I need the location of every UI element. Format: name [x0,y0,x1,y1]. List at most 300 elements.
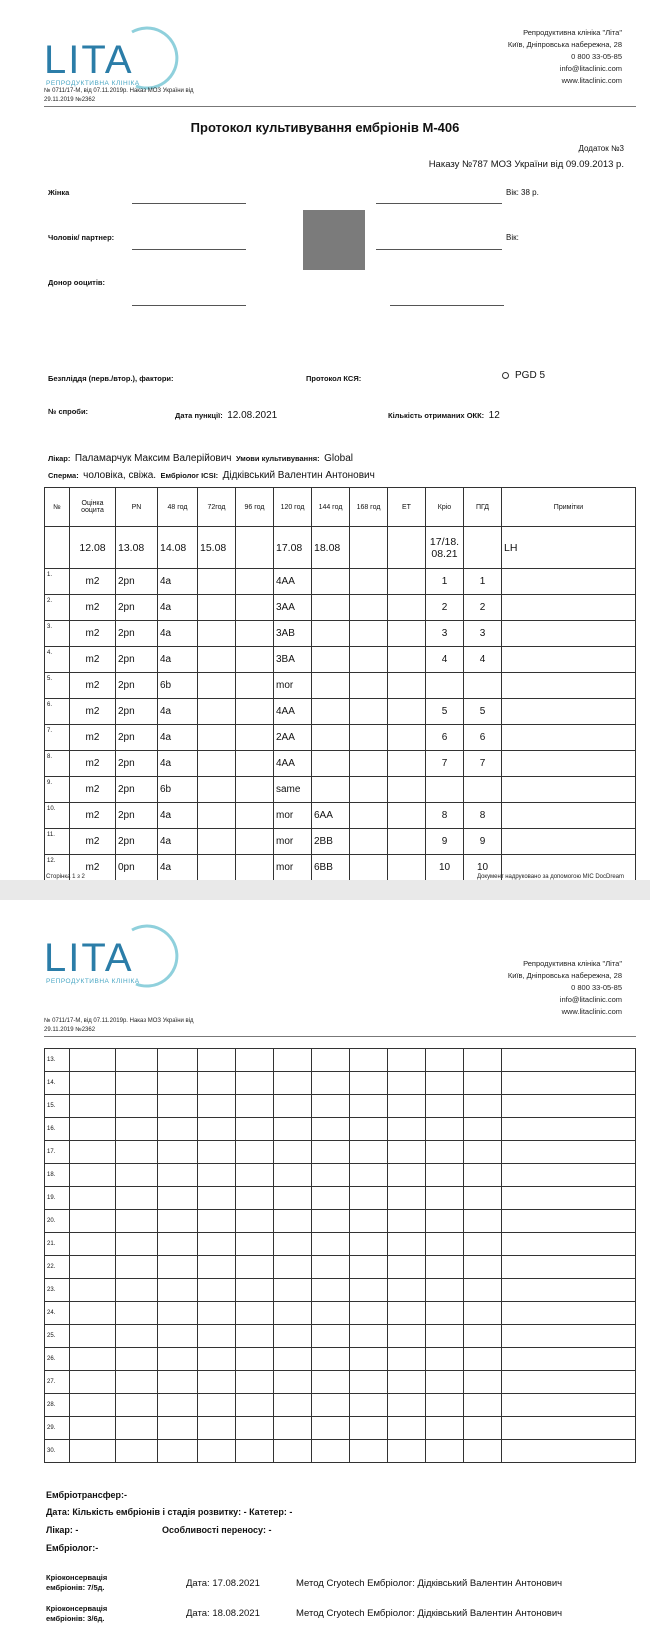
table-dates-row-cell: 13.08 [116,527,158,569]
table-row-cell: same [274,777,312,803]
table-row-cell [464,1095,502,1118]
table-row-cell: mor [274,829,312,855]
table-row-cell: 4AA [274,569,312,595]
table-row-cell [274,1256,312,1279]
table-row-cell: 2pn [116,699,158,725]
table-row-cell [388,725,426,751]
table-dates-row-cell: LH [502,527,636,569]
table-row [45,1210,636,1233]
table-row-cell [312,699,350,725]
table-row-cell: m2 [70,829,116,855]
table-row-cell [350,1302,388,1325]
table-row-cell [426,1325,464,1348]
table-row-cell [312,1095,350,1118]
cryo-2-label: Кріоконсервація ембріонів: 3/6д. [46,1604,108,1623]
table-row-cell: 4AA [274,751,312,777]
table-row-cell [198,1187,236,1210]
table-row-cell: 22. [45,1256,70,1279]
table-row-cell [388,1210,426,1233]
table-row-cell: 10 [426,855,464,881]
table-row-cell [388,1118,426,1141]
table-row-cell [236,569,274,595]
table-row-cell [312,751,350,777]
table-row-cell: 2pn [116,725,158,751]
table-row-cell [236,1187,274,1210]
table-row-cell [464,1118,502,1141]
table-row-cell [350,855,388,881]
table-row-cell: 8. [45,751,70,777]
ksya-label: Протокол КСЯ: [306,374,362,383]
table-row-cell [388,751,426,777]
table-row-cell [388,1164,426,1187]
table-row-cell [502,1210,636,1233]
table-row-cell [464,1049,502,1072]
table-row-cell [350,647,388,673]
table-row-cell [502,1440,636,1463]
table-row-cell [350,1417,388,1440]
table-row-cell [198,1325,236,1348]
culture-table-continued [44,1048,636,1463]
table-row-cell [158,1302,198,1325]
table-row-cell [350,725,388,751]
table-header-row-cell: 48 год [158,488,198,527]
table-header-row-cell: 72год [198,488,236,527]
table-row-cell [274,1348,312,1371]
table-row-cell [350,751,388,777]
donor-line [132,305,246,306]
table-row-cell [350,803,388,829]
table-row-cell [198,725,236,751]
table-row-cell [158,1095,198,1118]
table-row-cell [198,1371,236,1394]
table-row-cell [236,1417,274,1440]
table-row-cell [464,1141,502,1164]
table-row-cell [274,1095,312,1118]
doctor-line: Лікар: Паламарчук Максим Валерійович Умови культивування: Global [48,453,353,464]
table-dates-row-cell: 15.08 [198,527,236,569]
table-row-cell [464,1394,502,1417]
table-row-cell: 2pn [116,777,158,803]
table-row-cell [312,647,350,673]
table-row-cell: 4a [158,569,198,595]
table-dates-row-cell: 18.08 [312,527,350,569]
table-row-cell [158,1279,198,1302]
radio-circle-icon [502,372,509,379]
table-row-cell: 25. [45,1325,70,1348]
table-dates-row-cell [464,527,502,569]
table-row-cell [236,1141,274,1164]
table-header-row-cell: 168 год [350,488,388,527]
clinic-contacts-2: Репродуктивна клініка "Літа" Київ, Дніпровська набережна, 28 0 800 33-05-85 info@litaclinic.com www.litaclinic.com [507,959,622,1016]
table-row-cell [70,1233,116,1256]
table-row-cell: 4a [158,725,198,751]
table-row [45,1072,636,1095]
table-row-cell [464,1233,502,1256]
table-row-cell: 24. [45,1302,70,1325]
woman-line-2 [376,203,502,204]
table-row-cell [350,1279,388,1302]
table-header-row-cell: Кріо [426,488,464,527]
pgd-value: PGD 5 [502,370,545,381]
table-row-cell [116,1279,158,1302]
table-dates-row-cell: 12.08 [70,527,116,569]
table-row-cell [158,1256,198,1279]
table-row-cell: 11. [45,829,70,855]
table-row [45,1417,636,1440]
table-row-cell [116,1095,158,1118]
table-row-cell [388,1141,426,1164]
table-row-cell [502,1256,636,1279]
table-row-cell [116,1302,158,1325]
table-row-cell [274,1164,312,1187]
table-row-cell [236,595,274,621]
table-row-cell [236,1348,274,1371]
table-row-cell [312,1256,350,1279]
table-row-cell [312,1394,350,1417]
table-row-cell [312,1417,350,1440]
table-row-cell [312,1164,350,1187]
table-row-cell: m2 [70,647,116,673]
table-row-cell [158,1371,198,1394]
donor-label: Донор ооцитів: [48,278,106,287]
table-row-cell: 15. [45,1095,70,1118]
table-row-cell [236,1440,274,1463]
table-row-cell: 14. [45,1072,70,1095]
table-row-cell [312,1279,350,1302]
table-row-cell [426,777,464,803]
table-row-cell [236,1394,274,1417]
table-row-cell [464,673,502,699]
header-divider-2 [44,1036,636,1037]
clinic-contacts: Репродуктивна клініка "Літа" Київ, Дніпровська набережна, 28 0 800 33-05-85 info@litaclinic.com www.litaclinic.com [507,28,622,85]
table-row-cell [350,595,388,621]
table-dates-row-cell: 14.08 [158,527,198,569]
table-dates-row [45,527,636,569]
table-row-cell: 4a [158,829,198,855]
table-header-row [45,488,636,527]
table-row-cell [70,1417,116,1440]
table-row-cell [198,1348,236,1371]
table-row-cell [116,1187,158,1210]
table-row-cell [236,1233,274,1256]
table-row-cell: 4a [158,621,198,647]
table-row-cell [236,725,274,751]
table-row-cell [312,1325,350,1348]
table-row-cell [464,1164,502,1187]
table-row-cell: 2pn [116,751,158,777]
table-row-cell [236,1302,274,1325]
table-row-cell: 17. [45,1141,70,1164]
logo-subtitle: РЕПРОДУКТИВНА КЛІНІКА [46,80,140,87]
table-row [45,569,636,595]
table-row-cell [350,1187,388,1210]
partner-age: Вік: [506,233,519,242]
table-row-cell [70,1210,116,1233]
cryo-1-label: Кріоконсервація ембріонів: 7/5д. [46,1573,108,1592]
table-row-cell [158,1325,198,1348]
table-row-cell [426,1049,464,1072]
table-row-cell [426,1256,464,1279]
table-row-cell: 4 [464,647,502,673]
table-row-cell: 20. [45,1210,70,1233]
table-row-cell [312,1210,350,1233]
table-row-cell [426,1072,464,1095]
table-row-cell [388,699,426,725]
table-row-cell [198,1210,236,1233]
table-row-cell [502,1072,636,1095]
table-row-cell [116,1233,158,1256]
table-row-cell [198,1394,236,1417]
table-row-cell [70,1302,116,1325]
table-row-cell [464,1417,502,1440]
table-row-cell [502,1118,636,1141]
table-row-cell [350,569,388,595]
table-header-row-cell: Оцінка ооцита [70,488,116,527]
table-row-cell [236,829,274,855]
table-row-cell: 6 [464,725,502,751]
table-row-cell [388,1325,426,1348]
table-row-cell: 9 [464,829,502,855]
table-row-cell: 4AA [274,699,312,725]
table-row-cell [70,1440,116,1463]
table-row-cell: 21. [45,1233,70,1256]
table-row-cell [312,1371,350,1394]
table-row-cell [388,647,426,673]
table-row-cell [236,1210,274,1233]
table-row-cell [198,751,236,777]
table-row [45,1256,636,1279]
table-row [45,1164,636,1187]
table-row-cell: 28. [45,1394,70,1417]
table-row-cell: mor [274,803,312,829]
table-row-cell [312,595,350,621]
okk-count: Кількість отриманих ОКК: 12 [388,410,500,421]
table-row-cell [158,1417,198,1440]
table-row [45,1279,636,1302]
table-row-cell [116,1164,158,1187]
table-row-cell [464,1072,502,1095]
table-row-cell [502,569,636,595]
table-row-cell [158,1118,198,1141]
table-row-cell [116,1256,158,1279]
table-row-cell [70,1187,116,1210]
table-row-cell [158,1233,198,1256]
table-row-cell [502,1417,636,1440]
table-row-cell: 6. [45,699,70,725]
table-row-cell: 6BB [312,855,350,881]
table-header-row-cell: 144 год [312,488,350,527]
table-header-row-cell: 96 год [236,488,274,527]
table-row-cell [426,1394,464,1417]
table-row-cell [274,1233,312,1256]
table-row [45,1440,636,1463]
table-header-row-cell: PN [116,488,158,527]
table-row-cell: 18. [45,1164,70,1187]
table-row-cell [116,1118,158,1141]
table-row-cell [388,803,426,829]
table-row-cell: mor [274,855,312,881]
transfer-embryologist: Ембріолог:- [46,1543,99,1553]
table-row-cell [312,777,350,803]
table-row [45,1049,636,1072]
table-row-cell [198,1095,236,1118]
table-row-cell: 5 [464,699,502,725]
table-row-cell [70,1164,116,1187]
table-row-cell: m2 [70,855,116,881]
table-row-cell [350,1095,388,1118]
table-row-cell: 30. [45,1440,70,1463]
table-row-cell [236,673,274,699]
table-row-cell [158,1440,198,1463]
table-row-cell [502,699,636,725]
table-row-cell [198,1233,236,1256]
table-header-row-cell: 120 год [274,488,312,527]
table-dates-row-cell: 17/18. 08.21 [426,527,464,569]
table-row-cell [350,621,388,647]
table-row-cell [388,621,426,647]
table-row-cell [274,1072,312,1095]
table-row-cell [198,1141,236,1164]
table-row-cell [274,1187,312,1210]
table-row-cell [388,1279,426,1302]
table-row-cell [502,1394,636,1417]
table-row-cell: 3AA [274,595,312,621]
table-row-cell [350,673,388,699]
table-row-cell [350,1233,388,1256]
table-row-cell [502,1095,636,1118]
table-row-cell: mor [274,673,312,699]
table-row-cell: 29. [45,1417,70,1440]
table-row-cell: 4a [158,803,198,829]
table-row-cell [116,1141,158,1164]
table-row [45,1325,636,1348]
table-row-cell: 3. [45,621,70,647]
table-row-cell [502,1325,636,1348]
table-row-cell: 2pn [116,647,158,673]
partner-line [132,249,246,250]
table-row-cell [116,1440,158,1463]
table-row [45,803,636,829]
transfer-title: Ембріотрансфер:- [46,1490,127,1500]
table-row-cell [274,1279,312,1302]
culture-table [44,487,636,880]
table-row-cell [236,621,274,647]
table-row [45,777,636,803]
table-row-cell [198,803,236,829]
table-row-cell: 10. [45,803,70,829]
table-dates-row-cell [350,527,388,569]
table-row-cell [388,1187,426,1210]
table-row-cell [158,1210,198,1233]
table-row-cell [236,1256,274,1279]
table-row-cell: 3 [426,621,464,647]
table-row-cell: 6 [426,725,464,751]
table-row-cell: 2pn [116,829,158,855]
woman-age: Вік: 38 р. [506,188,539,197]
order-ref: Наказу №787 МОЗ України від 09.09.2013 р. [428,159,624,170]
table-row-cell [70,1118,116,1141]
table-row-cell [502,1187,636,1210]
table-row-cell [158,1394,198,1417]
table-row-cell [198,855,236,881]
table-row-cell [350,777,388,803]
table-row-cell: 23. [45,1279,70,1302]
table-row-cell [312,1141,350,1164]
table-row-cell: 2 [464,595,502,621]
table-row-cell: m2 [70,777,116,803]
table-row-cell [388,1440,426,1463]
table-row-cell [350,1141,388,1164]
table-row-cell: 6AA [312,803,350,829]
table-row-cell [70,1325,116,1348]
table-row [45,1371,636,1394]
table-row-cell [502,1279,636,1302]
table-row-cell [350,1256,388,1279]
table-row-cell [236,1095,274,1118]
table-row-cell: 7 [426,751,464,777]
table-row-cell: 9 [426,829,464,855]
table-row-cell [502,803,636,829]
table-header-row-cell: ET [388,488,426,527]
table-row-cell [312,1072,350,1095]
table-row-cell [236,1279,274,1302]
table-row-cell: 8 [426,803,464,829]
table-row [45,751,636,777]
table-row-cell [158,1049,198,1072]
table-row [45,699,636,725]
table-row-cell: 27. [45,1371,70,1394]
table-row [45,647,636,673]
table-row-cell: 2pn [116,803,158,829]
table-row-cell [158,1164,198,1187]
table-row [45,1187,636,1210]
table-row-cell [388,1348,426,1371]
logo-subtitle: РЕПРОДУКТИВНА КЛІНІКА [46,978,140,985]
table-row-cell [198,1256,236,1279]
table-row-cell [502,725,636,751]
table-row-cell: m2 [70,621,116,647]
table-row-cell: 1 [464,569,502,595]
table-row-cell [198,699,236,725]
table-row-cell [312,1187,350,1210]
table-row-cell [274,1049,312,1072]
table-row-cell: m2 [70,569,116,595]
table-row-cell [198,1072,236,1095]
page-number: Сторінка 1 з 2 [46,874,85,880]
table-row-cell: 1 [426,569,464,595]
table-row-cell [274,1371,312,1394]
photo-placeholder [303,210,365,270]
table-row-cell [426,1210,464,1233]
table-row-cell [502,595,636,621]
table-row-cell [312,1049,350,1072]
table-row-cell: m2 [70,699,116,725]
table-row-cell [426,1371,464,1394]
table-row-cell: 7. [45,725,70,751]
table-row-cell [502,777,636,803]
table-row-cell [70,1371,116,1394]
table-row-cell [116,1371,158,1394]
logo-text: LITA [44,936,134,980]
table-row-cell [312,621,350,647]
table-row-cell [198,647,236,673]
table-row-cell [426,1440,464,1463]
table-row-cell [198,1302,236,1325]
table-row-cell: 2AA [274,725,312,751]
table-row-cell [116,1072,158,1095]
table-row-cell [198,829,236,855]
table-dates-row-cell [388,527,426,569]
